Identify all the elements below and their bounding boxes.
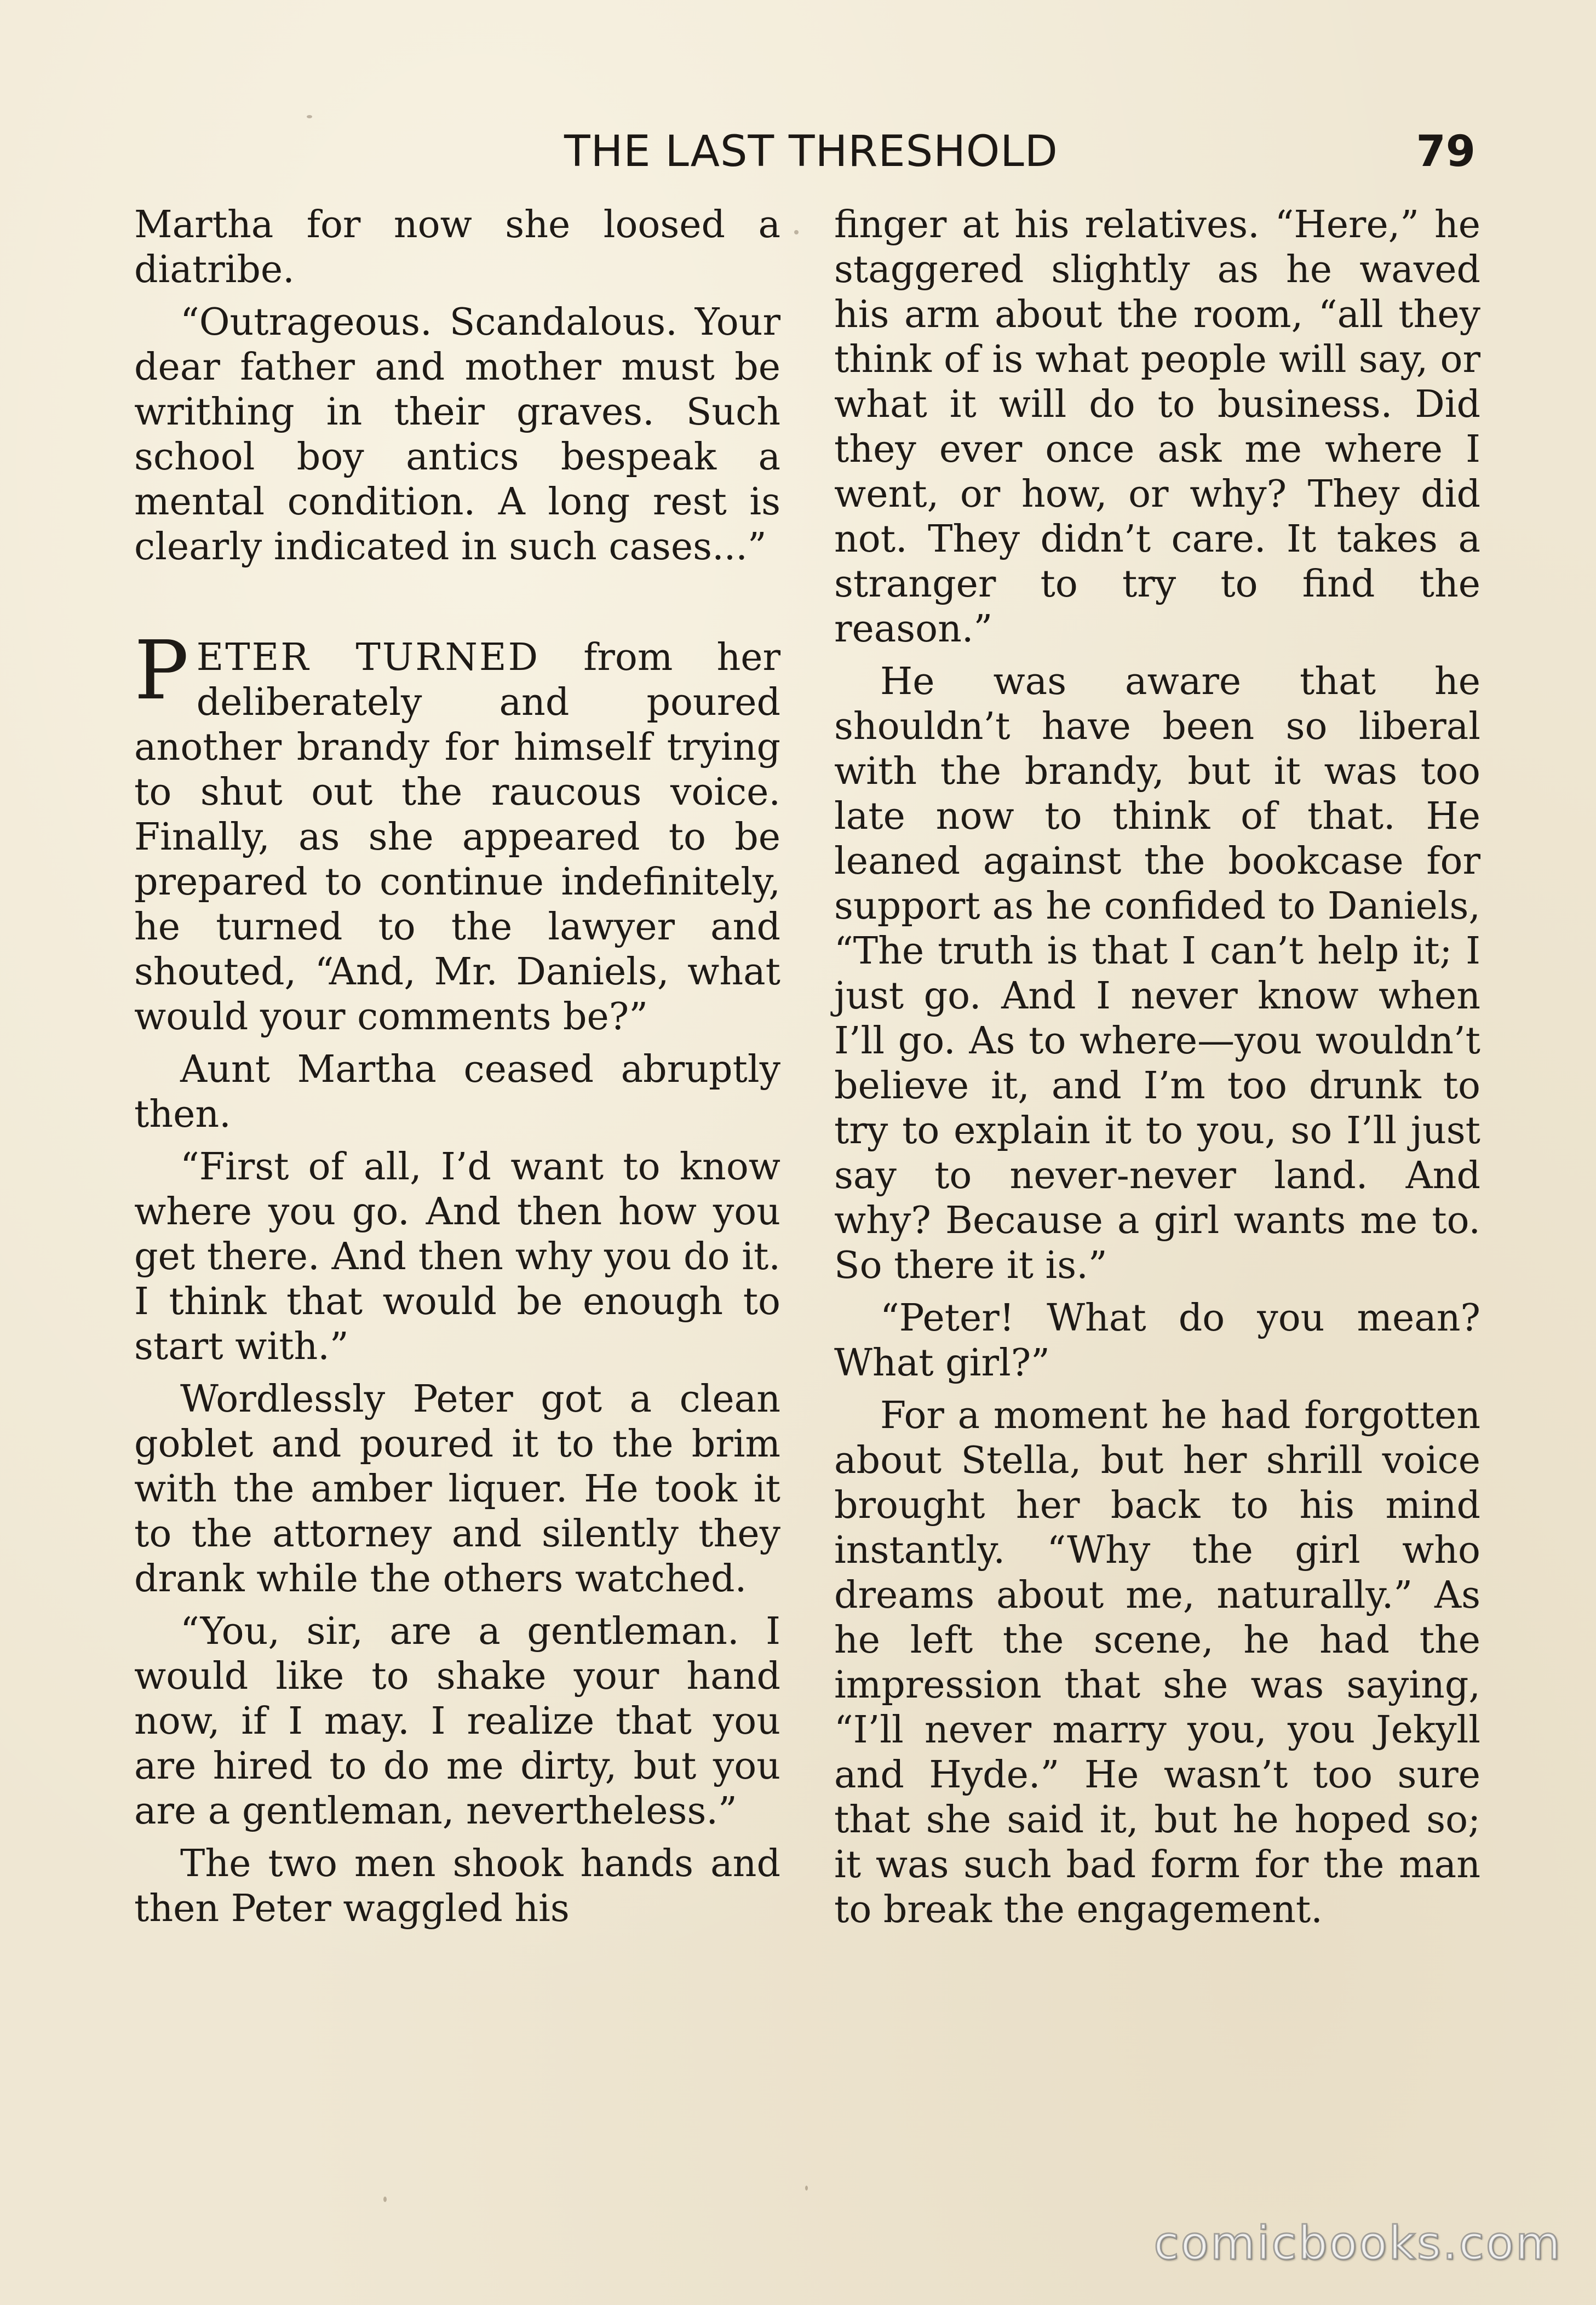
paragraph: “Outrageous. Scandalous. Your dear father and mother must be writhing in their graves. Such school boy antics bespeak a mental condition. A long rest is clearly indicated in such cases...” (134, 301, 780, 569)
paragraph: “First of all, I’d want to know where you go. And then how you get there. And then why you do it. I think that would be enough to start with.” (134, 1145, 780, 1368)
paragraph: “You, sir, are a gentleman. I would like to shake your hand now, if I may. I realize that you are hired to do me dirty, but you are a gentleman, nevertheless.” (134, 1610, 780, 1833)
paper-speck (794, 230, 799, 234)
page-number: 79 (1416, 127, 1476, 176)
paragraph: Martha for now she loosed a diatribe. (134, 203, 780, 291)
paper-speck (805, 2186, 808, 2191)
left-column (134, 203, 780, 1939)
running-head-title: THE LAST THRESHOLD (564, 127, 1058, 176)
drop-cap: P (134, 623, 189, 718)
paragraph: Aunt Martha ceased abruptly then. (134, 1048, 780, 1136)
paragraph: “Peter! What do you mean? What girl?” (834, 1297, 1480, 1385)
paragraph: finger at his relatives. “Here,” he staggered slightly as he waved his arm about the room, “all they think of is what people will say, or what it will do to business. Did they ever once ask me where I went, or how, or why? They did not. They didn’t care. It takes a stranger to try to find the reason.” (834, 203, 1480, 651)
paragraph: He was aware that he shouldn’t have been so liberal with the brandy, but it was too late now to think of that. He leaned against the bookcase for support as he confided to Daniels, “The truth is that I can’t help it; I just go. And I never know when I’ll go. As to where—you wouldn’t believe it, and I’m too drunk to try to explain it to you, so I’ll just say to never-never land. And why? Because a girl wants me to. So there it is.” (834, 660, 1480, 1287)
right-column (834, 203, 1480, 1940)
section-opening-paragraph (134, 623, 781, 1040)
watermark-logo: comicbooks.com (1153, 2216, 1562, 2270)
paragraph: For a moment he had forgotten about Stella, but her shrill voice brought her back to his mind instantly. “Why the girl who dreams about me, naturally.” As he left the scene, he had the impression that she was saying, “I’ll never marry you, you Jekyll and Hyde.” He wasn’t too sure that she said it, but he hoped so; it was such bad form for the man to break the engagement. (834, 1394, 1480, 1931)
paragraph: The two men shook hands and then Peter waggled his (134, 1842, 780, 1930)
paragraph: Wordlessly Peter got a clean goblet and poured it to the brim with the amber liquer. He took it to the attorney and silently they drank while the others watched. (134, 1378, 780, 1601)
paragraph-text: from her deliberately and poured another brandy for himself trying to shut out the raucous voice. Finally, as she appeared to be prepared to continue indefinitely, he turned to the lawyer and shouted, “And, Mr. Daniels, what would your comments be?” (134, 636, 781, 1039)
small-caps-lead: ETER TURNED (196, 636, 540, 679)
paper-speck (307, 115, 312, 118)
paper-speck (383, 2197, 387, 2202)
